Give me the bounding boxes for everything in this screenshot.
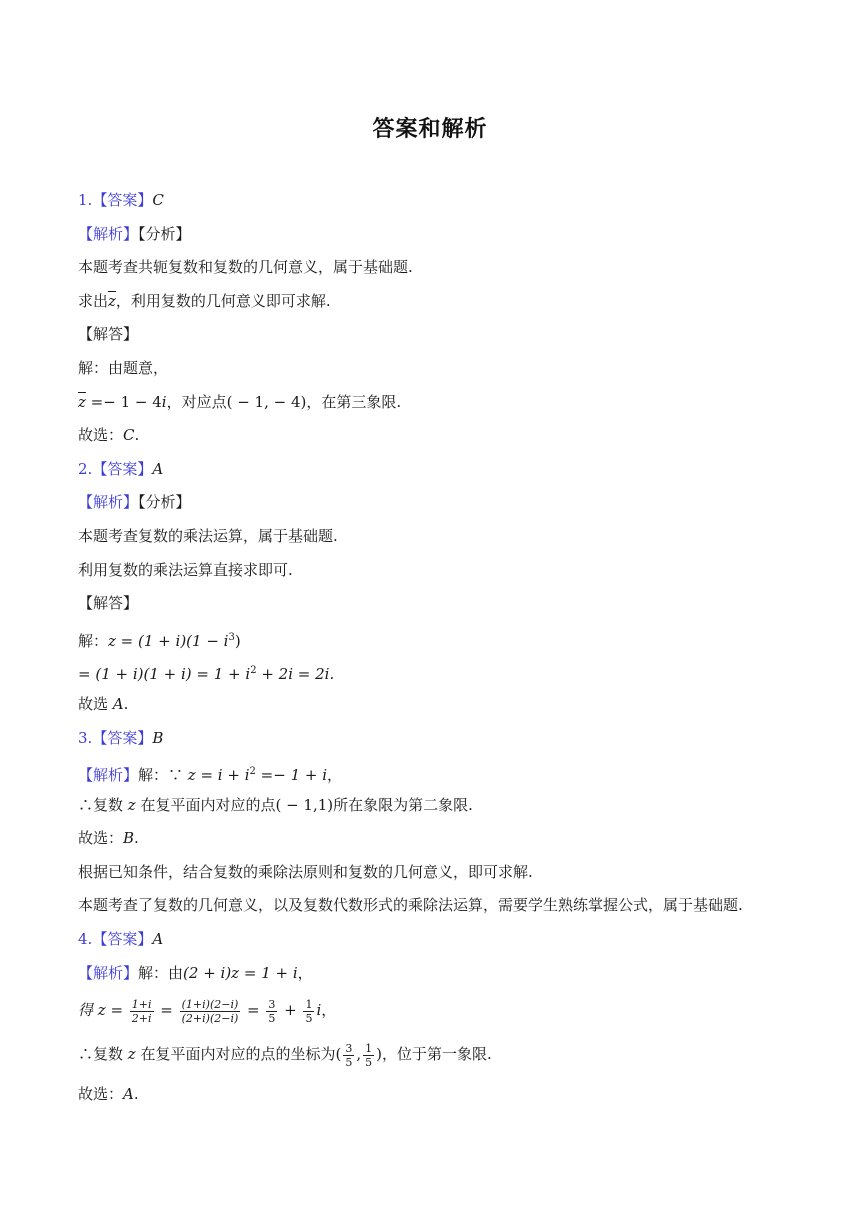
q1-analysis-line-1: 本题考查共轭复数和复数的几何意义，属于基础题. bbox=[78, 258, 413, 277]
q3-choice-value: B bbox=[123, 829, 135, 848]
q2-answer-value: A bbox=[152, 459, 164, 478]
q3-choice-end: . bbox=[134, 829, 139, 848]
q3-exponent: 2 bbox=[249, 766, 256, 778]
q2-equation-2a: = (1 + i)(1 + i) = 1 + i bbox=[78, 665, 251, 684]
q4-coord-comma: , bbox=[356, 1045, 362, 1064]
q4-frac6-den: 5 bbox=[365, 1055, 373, 1069]
q3-analysis-line-4: 根据已知条件，结合复数的乘除法原则和复数的几何意义，即可求解. bbox=[78, 862, 533, 881]
q1-choice-end: . bbox=[134, 426, 140, 445]
q4-line2-end: ， bbox=[321, 1001, 337, 1020]
q3-answer-value: B bbox=[152, 728, 164, 747]
q4-frac2-den: (2+i)(2−i) bbox=[181, 1011, 239, 1025]
q1-choice-value: C bbox=[123, 426, 135, 445]
q4-comma: ， bbox=[297, 963, 313, 982]
q2-choice-line bbox=[78, 688, 798, 722]
q4-frac1-den: 2+i bbox=[131, 1011, 152, 1025]
q4-choice-end: . bbox=[133, 1085, 139, 1104]
q4-fraction-1 bbox=[130, 998, 154, 1025]
q2-analysis-line-2: 利用复数的乘法运算直接求即可. bbox=[78, 560, 293, 579]
q2-equation-1-end: ) bbox=[234, 631, 241, 650]
q4-plus: + bbox=[279, 1001, 302, 1020]
q2-jiexi-tag: 【解析】 bbox=[78, 493, 139, 512]
q4-fraction-2 bbox=[180, 998, 241, 1025]
q4-analysis-line-3 bbox=[78, 1034, 798, 1074]
q3-analysis-line-1 bbox=[78, 755, 798, 789]
q1-equation: =− 1 − 4 bbox=[85, 392, 162, 411]
q4-number: 4. bbox=[78, 930, 93, 949]
q3-therefore-text: ∴复数 bbox=[78, 795, 128, 814]
answer-content bbox=[78, 184, 798, 1112]
q4-get-z: 得 z = bbox=[78, 1001, 128, 1020]
q4-frac5-num: 3 bbox=[345, 1041, 353, 1055]
q2-choice-label: 故选 bbox=[78, 694, 109, 713]
q2-analysis-line-1: 本题考查复数的乘法运算，属于基础题. bbox=[78, 526, 338, 545]
q1-answer-value: C bbox=[152, 191, 164, 209]
q2-answer-line bbox=[78, 453, 798, 487]
q1-line2-text-b: ，利用复数的几何意义即可求解. bbox=[115, 291, 331, 310]
q1-line2-text-a: 求出 bbox=[78, 291, 109, 310]
q1-jieda-tag: 【解答】 bbox=[78, 325, 139, 344]
q4-frac4-num: 1 bbox=[305, 997, 313, 1011]
q4-frac1-num: 1+i bbox=[131, 997, 152, 1011]
q2-solve-label: 解： bbox=[78, 631, 109, 650]
q2-jieda-tag: 【解答】 bbox=[78, 594, 139, 613]
q2-solution-line-1 bbox=[78, 621, 798, 655]
q1-number: 1. bbox=[78, 191, 93, 209]
q2-choice-end: . bbox=[123, 694, 129, 713]
q4-answer-tag: 【答案】 bbox=[92, 930, 153, 949]
q4-choice-value: A bbox=[123, 1085, 134, 1104]
q4-frac3-num: 3 bbox=[268, 997, 276, 1011]
q2-exponent-2: 2 bbox=[250, 665, 257, 677]
q2-equation-1: z = (1 + i)(1 − i bbox=[108, 631, 229, 650]
q4-choice-line bbox=[78, 1078, 798, 1112]
q4-imag-unit: i bbox=[316, 1001, 322, 1020]
q2-choice-value: A bbox=[112, 694, 124, 713]
q3-comma: ， bbox=[327, 766, 343, 785]
q4-z-symbol: z bbox=[127, 1045, 136, 1064]
page-title: 答案和解析 bbox=[372, 117, 488, 142]
q4-frac3-den: 5 bbox=[268, 1011, 276, 1025]
q3-equation-b: =− 1 + i bbox=[255, 766, 328, 785]
q4-fraction-4 bbox=[303, 998, 314, 1025]
q4-eq-1: = bbox=[155, 1001, 178, 1020]
q1-solution-line-2 bbox=[78, 386, 798, 420]
q2-number: 2. bbox=[78, 459, 93, 478]
q1-answer-line bbox=[78, 184, 798, 218]
q4-frac6-num: 1 bbox=[365, 1041, 373, 1055]
q1-zbar: $\overline{z}$ bbox=[108, 291, 116, 310]
q1-choice-line bbox=[78, 419, 798, 453]
q4-frac5-den: 5 bbox=[345, 1055, 353, 1069]
q4-eq-2: = bbox=[242, 1001, 265, 1020]
q1-jiexi-tag: 【解析】 bbox=[78, 224, 139, 243]
q1-choice-label: 故选： bbox=[78, 426, 124, 445]
q3-answer-line bbox=[78, 722, 798, 756]
q3-jiexi-tag: 【解析】 bbox=[78, 766, 139, 785]
q1-point-text: ，对应点( − 1, − 4)，在第三象限. bbox=[166, 392, 402, 411]
q1-answer-tag: 【答案】 bbox=[92, 191, 153, 209]
q4-choice-label: 故选： bbox=[78, 1085, 124, 1104]
q4-fraction-3 bbox=[266, 998, 277, 1025]
q4-frac4-den: 5 bbox=[305, 1011, 313, 1025]
q4-therefore-text: ∴复数 bbox=[78, 1045, 128, 1064]
q4-fraction-5 bbox=[343, 1042, 354, 1069]
q1-analysis-line-2 bbox=[78, 285, 798, 319]
q4-equation: (2 + i)z = 1 + i bbox=[183, 963, 298, 982]
q1-imag-unit: i bbox=[161, 392, 167, 411]
q4-from-text: 解：由 bbox=[138, 963, 184, 982]
q4-analysis-line-2 bbox=[78, 990, 798, 1030]
q2-solution-line-2 bbox=[78, 654, 798, 688]
q3-choice-line bbox=[78, 822, 798, 856]
q4-fraction-6 bbox=[363, 1042, 374, 1069]
q4-analysis-line-1 bbox=[78, 957, 798, 991]
q4-quadrant-text: )，位于第一象限. bbox=[376, 1045, 492, 1064]
q1-zbar-2: $\overline{z}$ bbox=[78, 392, 86, 411]
q3-equation-a: z = i + i bbox=[187, 766, 250, 785]
q1-tags-line bbox=[78, 218, 798, 252]
q4-coord-text: 在复平面内对应的点的坐标为( bbox=[135, 1045, 342, 1064]
q2-exponent-1: 3 bbox=[228, 631, 235, 643]
q2-answer-tag: 【答案】 bbox=[92, 459, 153, 478]
q3-since-text: 解：∵ bbox=[138, 766, 188, 785]
q2-fenxi-tag: 【分析】 bbox=[138, 493, 191, 512]
q3-analysis-line-2 bbox=[78, 789, 798, 823]
q4-answer-value: A bbox=[152, 930, 164, 949]
q3-z-symbol: z bbox=[127, 795, 136, 814]
q1-fenxi-tag: 【分析】 bbox=[138, 224, 191, 243]
q3-quadrant-text: 在复平面内对应的点( − 1,1)所在象限为第二象限. bbox=[135, 795, 473, 814]
q2-equation-2b: + 2i = 2i. bbox=[256, 665, 335, 684]
q4-frac2-num: (1+i)(2−i) bbox=[181, 997, 239, 1011]
q3-analysis-line-5: 本题考查了复数的几何意义，以及复数代数形式的乘除法运算，需要学生熟练掌握公式，属于基础题. bbox=[78, 896, 743, 915]
q3-choice-label: 故选： bbox=[78, 829, 124, 848]
q4-jiexi-tag: 【解析】 bbox=[78, 963, 139, 982]
q4-answer-line bbox=[78, 923, 798, 957]
q2-tags-line bbox=[78, 486, 798, 520]
q3-answer-tag: 【答案】 bbox=[92, 728, 153, 747]
q1-solution-line-1: 解：由题意， bbox=[78, 358, 169, 377]
q3-number: 3. bbox=[78, 728, 93, 747]
